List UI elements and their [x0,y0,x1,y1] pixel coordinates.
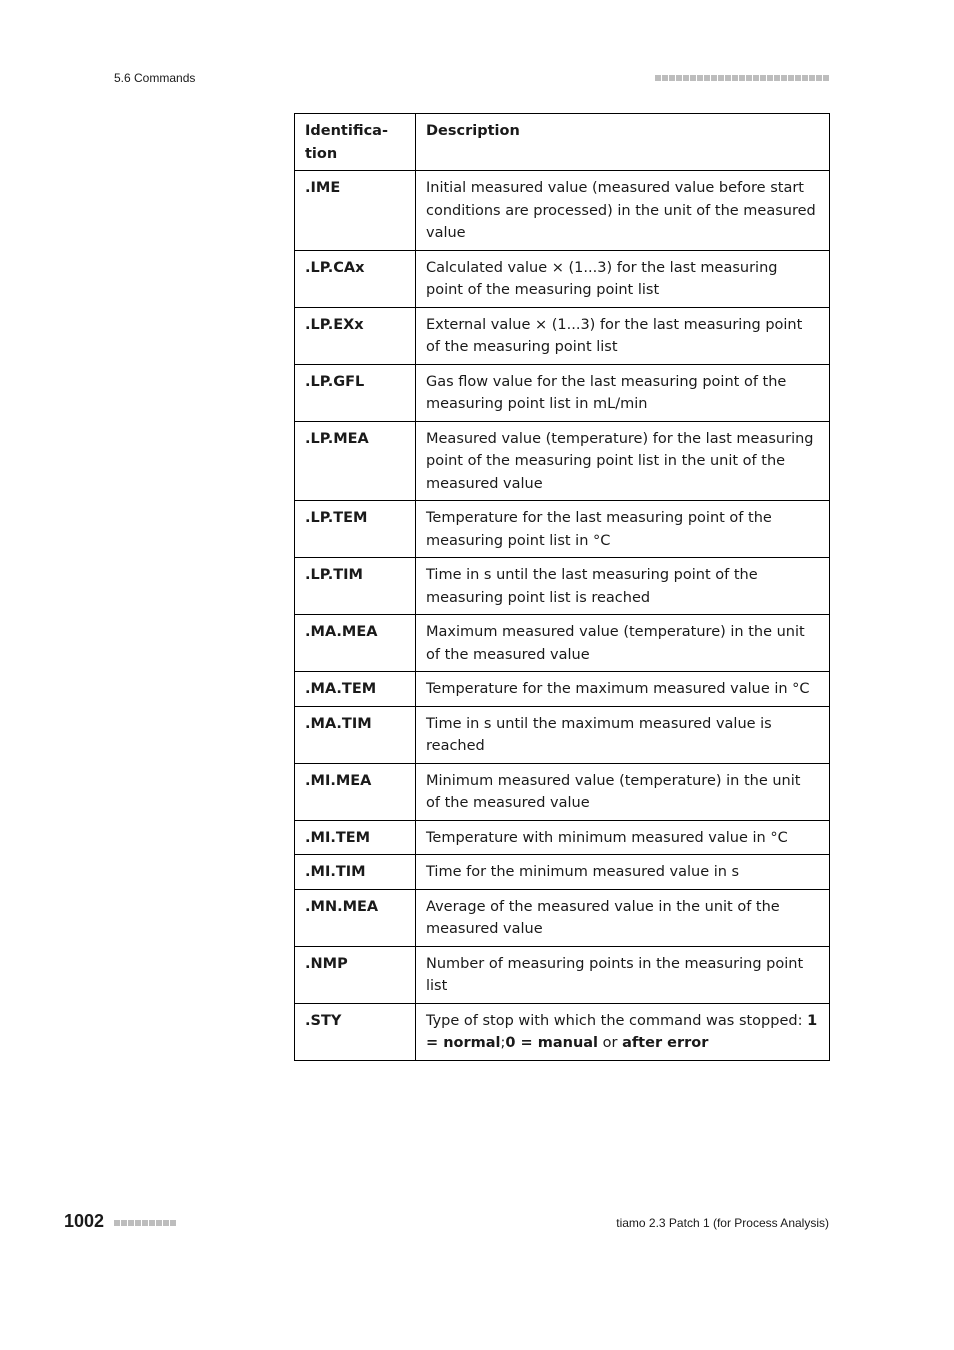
table-row [295,558,830,615]
row-description: Time for the minimum measured value in s [416,855,830,890]
table-row [295,672,830,707]
row-description: Temperature with minimum measured value in °C [416,820,830,855]
row-identification: .LP.GFL [295,364,416,421]
row-identification: .MA.MEA [295,615,416,672]
row-identification: .IME [295,171,416,251]
identification-table [294,113,830,1061]
table-row [295,171,830,251]
table-row [295,889,830,946]
row-description: Maximum measured value (temperature) in the unit of the measured value [416,615,830,672]
stop-type-text: Type of stop with which the command was stopped: [426,1012,808,1029]
stop-type-normal: 1 = normal [426,1012,818,1051]
row-identification: .MI.MEA [295,763,416,820]
table-row [295,946,830,1003]
row-identification: .MA.TEM [295,672,416,707]
table-row [295,307,830,364]
stop-type-error: after error [622,1035,709,1051]
table-row [295,855,830,890]
row-identification: .NMP [295,946,416,1003]
row-identification: .STY [295,1003,416,1060]
column-header-description: Description [416,114,830,171]
column-header-identification: Identifica- tion [295,114,416,171]
row-identification: .LP.EXx [295,307,416,364]
table-row [295,615,830,672]
row-description: Number of measuring points in the measuring point list [416,946,830,1003]
page-number: 1002 [64,1211,105,1231]
table-row [295,501,830,558]
stop-type-or: or [598,1035,623,1051]
row-description: Time in s until the last measuring point of the measuring point list is reached [416,558,830,615]
row-description: Temperature for the maximum measured value in °C [416,672,830,707]
table-row [295,1003,830,1060]
table-row [295,250,830,307]
row-description: Calculated value × (1...3) for the last measuring point of the measuring point list [416,250,830,307]
row-identification: .LP.TEM [295,501,416,558]
row-identification: .MN.MEA [295,889,416,946]
stop-type-manual: 0 = manual [505,1035,599,1051]
stop-type-separator: ; [500,1035,506,1051]
table-row [295,763,830,820]
row-description: Time in s until the maximum measured value is reached [416,706,830,763]
row-identification: .MA.TIM [295,706,416,763]
table-header-row [295,114,830,171]
row-identification: .MI.TIM [295,855,416,890]
table-row [295,364,830,421]
row-identification: .MI.TEM [295,820,416,855]
row-description: Minimum measured value (temperature) in the unit of the measured value [416,763,830,820]
table-row [295,820,830,855]
table-row [295,421,830,501]
table-row [295,706,830,763]
row-description: Average of the measured value in the unit of the measured value [416,889,830,946]
row-description [416,1003,830,1060]
row-identification: .LP.CAx [295,250,416,307]
footer-decoration [114,1220,176,1226]
row-description: Measured value (temperature) for the last measuring point of the measuring point list in the unit of the measured value [416,421,830,501]
section-header: 5.6 Commands [114,71,196,85]
row-identification: .LP.TIM [295,558,416,615]
row-description: Temperature for the last measuring point of the measuring point list in °C [416,501,830,558]
header-decoration [655,75,829,81]
row-description: Initial measured value (measured value before start conditions are processed) in the unit of the measured value [416,171,830,251]
row-description: External value × (1...3) for the last measuring point of the measuring point list [416,307,830,364]
row-identification: .LP.MEA [295,421,416,501]
row-description: Gas flow value for the last measuring point of the measuring point list in mL/min [416,364,830,421]
product-title: tiamo 2.3 Patch 1 (for Process Analysis) [616,1216,829,1230]
